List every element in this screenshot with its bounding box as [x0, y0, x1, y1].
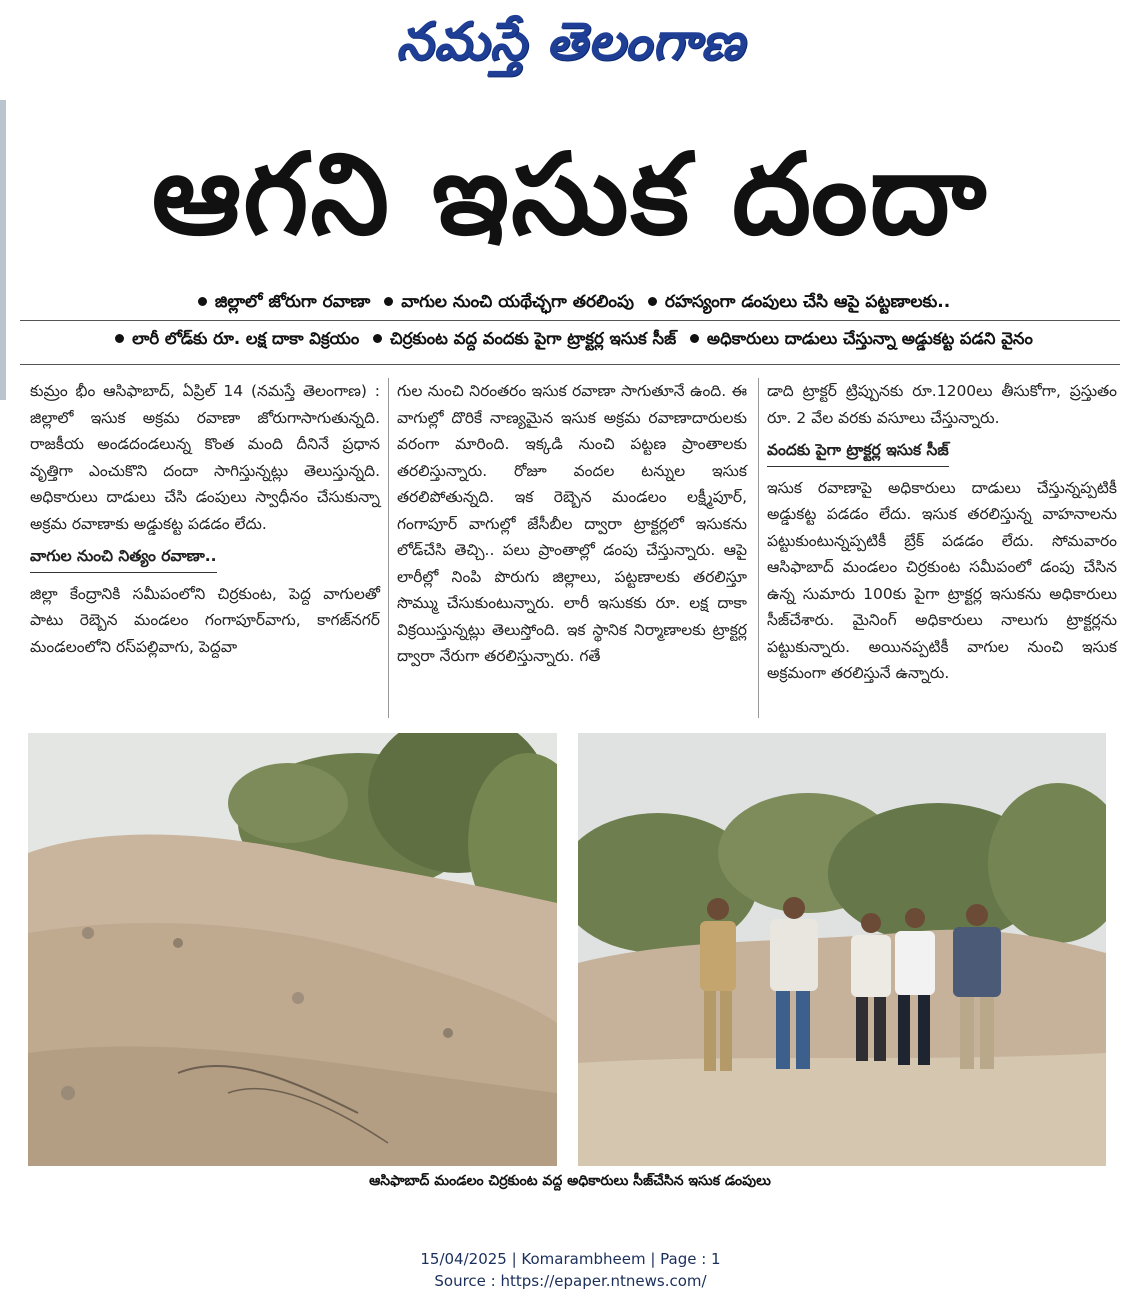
bullet-icon: [690, 334, 699, 343]
bullet-icon: [648, 297, 657, 306]
article-paragraph: ఇసుక రవాణాపై అధికారులు దాడులు చేస్తున్నప్పటికీ అడ్డుకట్ట పడడం లేదు. ఇసుక తరలిస్తున్న వాహనాలను పట్టుకుంటున్నప్పటికీ బ్రేక్ పడడం లేదు. సోమవారం ఆసిఫాబాద్ మండలం చిర్రకుంట సమీపంలో డంపు చేసిన ఉన్న సుమారు 100కు పైగా ట్రాక్టర్ల ఇసుకను అధికారులు సీజ్‌చేశారు. మైనింగ్ అధికారులు నాలుగు ట్రాక్టర్లను పట్టుకున్నారు. అయినప్పటికీ వాగుల నుంచి ఇసుక అక్రమంగా తరలిస్తునే ఉన్నారు.: [767, 478, 1117, 682]
bullet-icon: [373, 334, 382, 343]
subhead-item: అధికారులు దాడులు చేస్తున్నా అడ్డుకట్ట పడని వైనం: [706, 329, 1033, 348]
subhead-item: చిర్రకుంట వద్ద వందకు పైగా ట్రాక్టర్ల ఇసుక సీజ్: [390, 329, 677, 348]
footer-source-link[interactable]: Source : https://epaper.ntnews.com/: [434, 1272, 707, 1290]
officials-seized-sand-photo: [578, 733, 1106, 1166]
bullet-icon: [198, 297, 207, 306]
subhead-row-2: [20, 329, 1120, 352]
column-divider: [388, 378, 389, 718]
divider: [20, 364, 1120, 365]
article-paragraph: డాది ట్రాక్టర్ ట్రిప్పునకు రూ.1200లు తీసుకోగా, ప్రస్తుతం రూ. 2 వేల వరకు వసూలు చేస్తున్నారు.: [767, 382, 1117, 427]
subhead-item: రహస్యంగా డంపులు చేసి ఆపై పట్టణాలకు..: [664, 292, 951, 312]
sand-dump-photo: [28, 733, 557, 1166]
headline: ఆగని ఇసుక దందా: [151, 130, 989, 260]
article-column-3: [767, 378, 1117, 687]
bullet-icon: [384, 297, 393, 306]
article-subheading: వందకు పైగా ట్రాక్టర్ల ఇసుక సీజ్: [767, 437, 949, 467]
divider: [20, 320, 1120, 321]
subhead-item: లారీ లోడ్‌కు రూ. లక్ష దాకా విక్రయం: [132, 329, 360, 348]
subhead-item: జిల్లాలో జోరుగా రవాణా: [214, 292, 371, 312]
photo-caption: ఆసిఫాబాద్ మండలం చిర్రకుంట వద్ద అధికారులు సీజ్‌చేసిన ఇసుక డంపులు: [369, 1173, 771, 1189]
article-subheading: వాగుల నుంచి నిత్యం రవాణా..: [30, 543, 217, 573]
article-column-2: [397, 378, 747, 670]
bullet-icon: [115, 334, 124, 343]
subhead-item: వాగుల నుంచి యథేచ్ఛగా తరలింపు: [401, 292, 634, 312]
article-paragraph: గుల నుంచి నిరంతరం ఇసుక రవాణా సాగుతూనే ఉంది. ఈ వాగుల్లో దొరికే నాణ్యమైన ఇసుక అక్రమ రవాణాదారులకు వరంగా మారింది. ఇక్కడి నుంచి పట్టణ ప్రాంతాలకు తరలిస్తున్నారు. రోజూ వందల టన్నుల ఇసుక తరలిపోతున్నది. ఇక రెబ్బెన మండలం లక్ష్మీపూర్, గంగాపూర్ వాగుల్లో జేసీబీల ద్వారా ట్రాక్టర్లలో ఇసుకను లోడ్‌చేసి తెచ్చి.. పలు ప్రాంతాల్లో డంపు చేస్తున్నారు. ఆపై లారీల్లో నింపి పొరుగు జిల్లాలు, పట్టణాలకు తరలిస్తూ సొమ్ము చేసుకుంటున్నారు. లారీ ఇసుకకు రూ. లక్ష దాకా విక్రయిస్తున్నట్లు తెలుస్తోంది. ఇక స్థానిక నిర్మాణాలకు ట్రాక్టర్ల ద్వారా నేరుగా తరలిస్తున్నారు. గతే: [397, 382, 747, 665]
footer-edition-info: 15/04/2025 | Komarambheem | Page : 1: [420, 1250, 721, 1268]
column-divider: [758, 378, 759, 718]
page-edge-shadow: [0, 100, 6, 400]
article-paragraph: కుమ్రం భీం ఆసిఫాబాద్, ఏప్రిల్ 14 (నమస్తే తెలంగాణ) : జిల్లాలో ఇసుక అక్రమ రవాణా జోరుగాసాగుతున్నది. రాజకీయ అండదండలున్న కొంత మంది దీనినే ప్రధాన వృత్తిగా ఎంచుకొని దందా సాగిస్తున్నట్లు తెలుస్తున్నది. అధికారులు దాడులు చేసి డంపులు స్వాధీనం చేసుకున్నా అక్రమ రవాణాకు అడ్డుకట్ట పడడం లేదు.: [30, 382, 380, 533]
sand-dump-image: [28, 733, 557, 1166]
newspaper-masthead: నమస్తే తెలంగాణ: [396, 12, 745, 72]
officials-group-image: [578, 733, 1106, 1166]
subhead-row-1: [20, 292, 1120, 316]
article-paragraph: జిల్లా కేంద్రానికి సమీపంలోని చిర్రకుంట, పెద్ద వాగులతో పాటు రెబ్బెన మండలం గంగాపూర్‌వాగు, కాగజ్‌నగర్ మండలంలోని రస్‌పల్లివాగు, పెద్దవా: [30, 584, 380, 656]
article-column-1: [30, 378, 380, 660]
